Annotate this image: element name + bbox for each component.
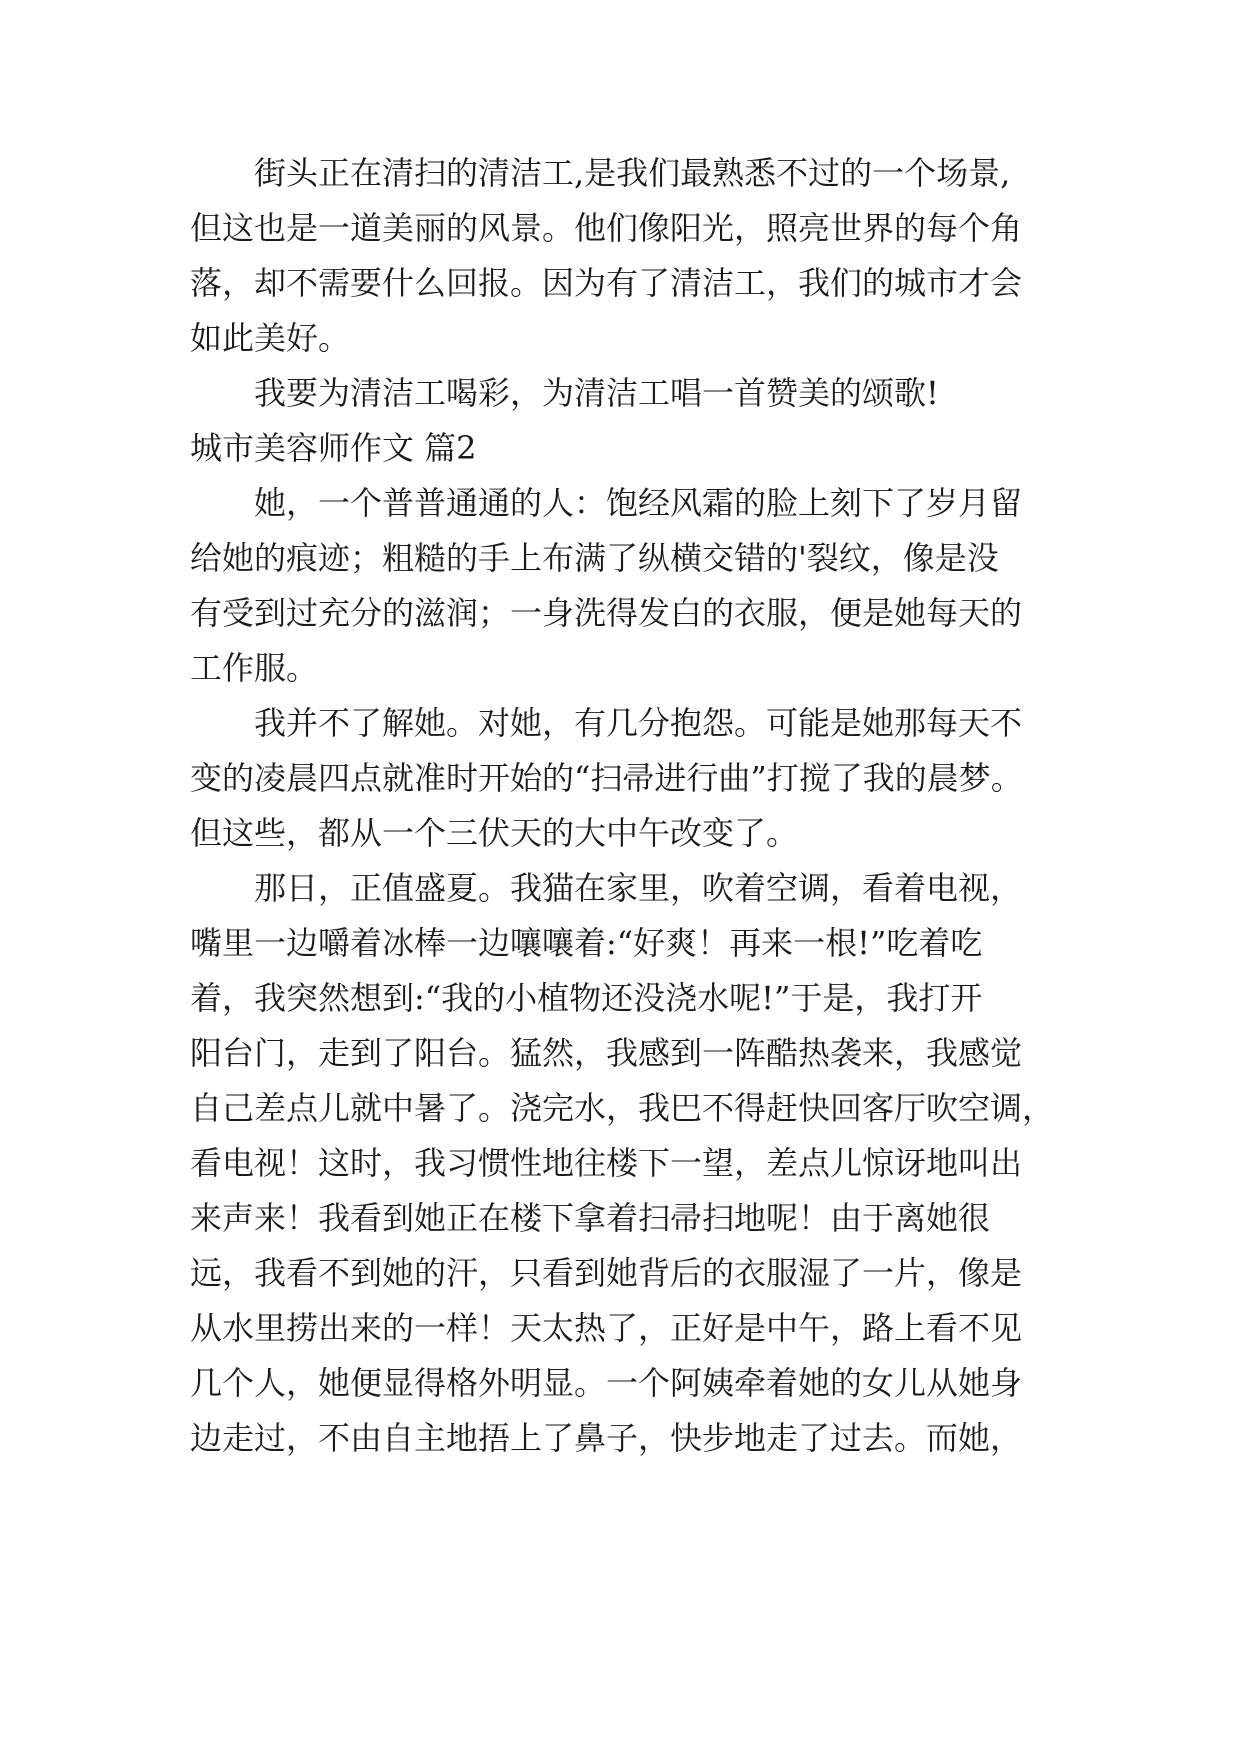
- paragraph-line: 工作服。: [190, 649, 319, 687]
- paragraph-line: 着，我突然想到:“我的小植物还没浇水呢!”于是，我打开: [190, 979, 983, 1017]
- paragraph-line: 边走过，不由自主地捂上了鼻子，快步地走了过去。而她，: [190, 1419, 1023, 1457]
- paragraph-line: 她，一个普普通通的人：饱经风霜的脸上刻下了岁月留: [254, 484, 1023, 522]
- paragraph-line: 变的凌晨四点就准时开始的“扫帚进行曲”打搅了我的晨梦。: [190, 759, 1023, 797]
- paragraph-line: 那日，正值盛夏。我猫在家里，吹着空调，看着电视，: [254, 869, 1023, 907]
- paragraph-line: 有受到过充分的滋润；一身洗得发白的衣服，便是她每天的: [190, 594, 1023, 632]
- paragraph-line: 远，我看不到她的汗，只看到她背后的衣服湿了一片，像是: [190, 1254, 1023, 1292]
- paragraph-line: 但这也是一道美丽的风景。他们像阳光，照亮世界的每个角: [190, 209, 1023, 247]
- paragraph-line: 从水里捞出来的一样！天太热了，正好是中午，路上看不见: [190, 1309, 1023, 1347]
- section-heading: 城市美容师作文 篇2: [190, 429, 477, 467]
- paragraph-line: 给她的痕迹；粗糙的手上布满了纵横交错的'裂纹，像是没: [190, 539, 999, 577]
- paragraph-line: 街头正在清扫的清洁工,是我们最熟悉不过的一个场景,: [254, 154, 1011, 192]
- paragraph-line: 几个人，她便显得格外明显。一个阿姨牵着她的女儿从她身: [190, 1364, 1023, 1402]
- paragraph-line: 阳台门，走到了阳台。猛然，我感到一阵酷热袭来，我感觉: [190, 1034, 1023, 1072]
- paragraph-line: 看电视！这时，我习惯性地往楼下一望，差点儿惊讶地叫出: [190, 1144, 1023, 1182]
- paragraph-line: 嘴里一边嚼着冰棒一边嚷嚷着:“好爽！再来一根!”吃着吃: [190, 924, 983, 962]
- paragraph-line: 落，却不需要什么回报。因为有了清洁工，我们的城市才会: [190, 264, 1023, 302]
- paragraph-line: 我要为清洁工喝彩，为清洁工唱一首赞美的颂歌!: [254, 374, 939, 412]
- paragraph-line: 但这些，都从一个三伏天的大中午改变了。: [190, 814, 799, 852]
- paragraph-line: 如此美好。: [190, 319, 351, 357]
- paragraph-line: 我并不了解她。对她，有几分抱怨。可能是她那每天不: [254, 704, 1023, 742]
- paragraph-line: 自己差点儿就中暑了。浇完水，我巴不得赶快回客厅吹空调，: [190, 1089, 1055, 1127]
- paragraph-line: 来声来！我看到她正在楼下拿着扫帚扫地呢！由于离她很: [190, 1199, 991, 1237]
